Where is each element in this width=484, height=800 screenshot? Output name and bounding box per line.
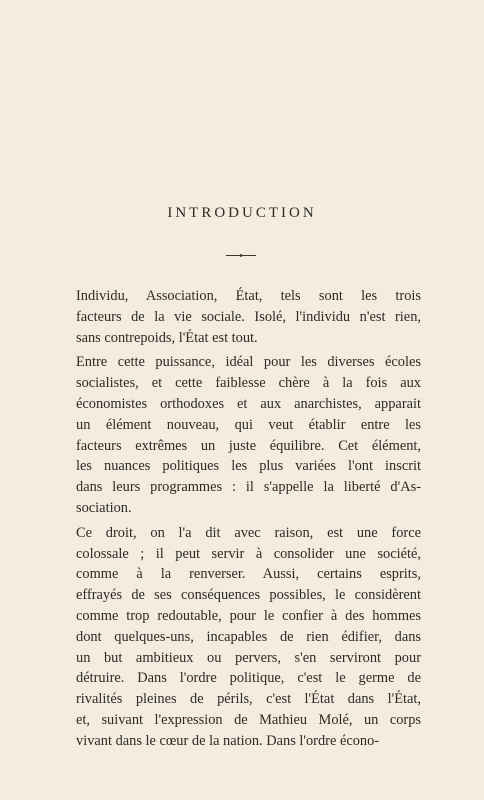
text-line: économistes orthodoxes et aux anarchistes, apparait [76, 395, 421, 412]
text-line: sociation. [76, 499, 132, 516]
text-line: un but ambitieux ou pervers, s'en serviront pour [76, 649, 421, 666]
text-line: détruire. Dans l'ordre politique, c'est le germe de [76, 670, 421, 687]
text-line: dont quelques-uns, incapables de rien édifier, dans [76, 628, 421, 645]
text-line: sans contrepoids, l'État est tout. [76, 329, 258, 346]
text-line: comme trop redoutable, pour le confier à des hommes [76, 607, 421, 624]
text-line: un élément nouveau, qui veut établir entre les [76, 416, 421, 433]
text-line: Ce droit, on l'a dit avec raison, est une force [76, 524, 421, 541]
text-line: effrayés de ses conséquences possibles, le considèrent [76, 587, 421, 604]
paragraph [76, 286, 421, 348]
text-line: Entre cette puissance, idéal pour les diverses écoles [76, 354, 421, 371]
ornament-rule [226, 254, 256, 257]
paragraph [76, 352, 421, 518]
text-line: les nuances politiques les plus variées l'ont inscrit [76, 458, 421, 475]
body-text [76, 286, 421, 756]
text-line: dans leurs programmes : il s'appelle la liberté d'As- [76, 479, 421, 496]
chapter-title: INTRODUCTION [167, 205, 317, 221]
text-line: comme à la renverser. Aussi, certains esprits, [76, 566, 421, 583]
text-line: colossale ; il peut servir à consolider une société, [76, 545, 421, 562]
text-line: Individu, Association, État, tels sont les trois [76, 288, 421, 304]
paragraph [76, 523, 421, 752]
text-line: et, suivant l'expression de Mathieu Molé, un corps [76, 711, 421, 728]
text-line: facteurs extrêmes un juste équilibre. Cet élément, [76, 437, 421, 454]
text-line: rivalités pleines de périls, c'est l'État dans l'État, [76, 691, 421, 708]
text-line: socialistes, et cette faiblesse chère à la fois aux [76, 375, 421, 392]
text-line: vivant dans le cœur de la nation. Dans l'ordre écono- [76, 732, 380, 749]
text-line: facteurs de la vie sociale. Isolé, l'individu n'est rien, [76, 308, 421, 325]
